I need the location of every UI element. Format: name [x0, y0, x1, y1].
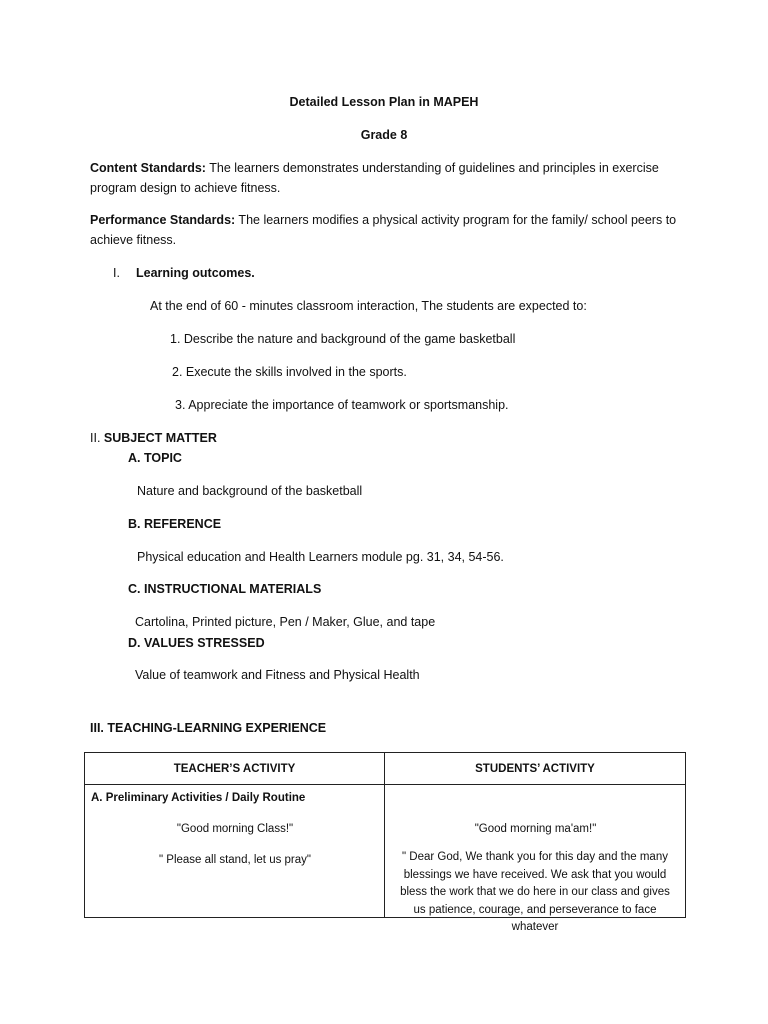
table-row — [85, 785, 686, 918]
values-label: D. VALUES STRESSED — [128, 636, 265, 650]
performance-standards — [90, 211, 680, 250]
section-2-title: SUBJECT MATTER — [103, 431, 217, 445]
student-greeting: "Good morning ma'am!" — [474, 823, 597, 835]
outcome-item: 1. Describe the nature and background of the game basketball — [170, 332, 516, 346]
content-standards-text: The learners demonstrates understanding of guidelines and principles in exercise program design to achieve fitness. — [90, 161, 659, 195]
teacher-greeting: "Good morning Class!" — [176, 823, 294, 835]
grade-label: Grade 8 — [360, 128, 408, 142]
performance-standards-label: Performance Standards: — [90, 213, 236, 227]
teachers-activity-header: TEACHER’S ACTIVITY — [85, 753, 385, 785]
teacher-prayer-call: " Please all stand, let us pray" — [159, 854, 311, 866]
section-3-title: III. TEACHING-LEARNING EXPERIENCE — [90, 721, 327, 735]
content-standards — [90, 159, 680, 198]
performance-standards-text: The learners modifies a physical activity program for the family/ school peers to achieve fitness. — [90, 213, 677, 247]
student-cell — [385, 785, 686, 933]
section-2-numeral: II. — [90, 431, 101, 445]
section-1-title: Learning outcomes. — [136, 266, 255, 280]
table-header-row — [85, 753, 686, 785]
outcomes-intro: At the end of 60 - minutes classroom interaction, The students are expected to: — [150, 299, 587, 313]
document-title: Detailed Lesson Plan in MAPEH — [289, 95, 479, 109]
teacher-cell — [85, 785, 385, 918]
topic-label: A. TOPIC — [128, 451, 182, 465]
teaching-learning-table — [84, 752, 686, 933]
materials-text: Cartolina, Printed picture, Pen / Maker, Glue, and tape — [135, 615, 436, 629]
reference-text: Physical education and Health Learners module pg. 31, 34, 54-56. — [137, 550, 504, 564]
reference-label: B. REFERENCE — [128, 517, 222, 531]
outcome-item: 2. Execute the skills involved in the sports. — [172, 365, 407, 379]
content-standards-label: Content Standards: — [90, 161, 206, 175]
outcome-item: 3. Appreciate the importance of teamwork or sportsmanship. — [175, 398, 509, 412]
section-2-heading — [90, 430, 217, 446]
materials-label: C. INSTRUCTIONAL MATERIALS — [128, 582, 322, 596]
student-prayer: " Dear God, We thank you for this day and the many blessings we have received. We ask that you would bless the work that we do here in our class and gives us patience, courage, and perseverance to face whatever — [400, 851, 670, 933]
topic-text: Nature and background of the basketball — [137, 484, 363, 498]
values-text: Value of teamwork and Fitness and Physical Health — [135, 668, 420, 682]
preliminary-activities-label: A. Preliminary Activities / Daily Routine — [91, 792, 306, 804]
students-activity-header: STUDENTS’ ACTIVITY — [385, 753, 686, 785]
section-1-numeral: I. — [113, 266, 120, 280]
